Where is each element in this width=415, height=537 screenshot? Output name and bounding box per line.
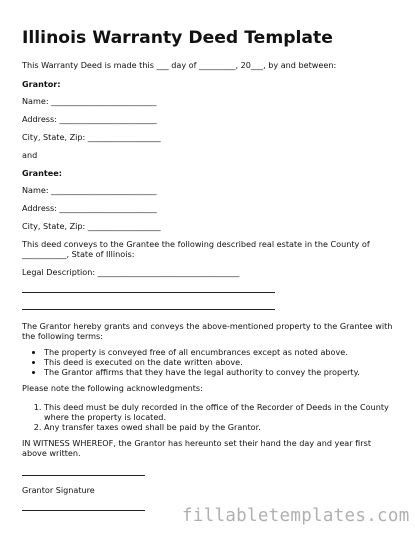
grantor-city-field: City, State, Zip: __________________ <box>22 132 161 142</box>
legal-description-field: Legal Description: ___________________________________ <box>22 267 240 277</box>
intro-text: This Warranty Deed is made this ___ day of _________, 20___, by and between: <box>22 60 337 70</box>
grantee-heading: Grantee: <box>22 168 62 178</box>
conveys-paragraph: This deed conveys to the Grantee the following described real estate in the County of ___________, State of Illinois: <box>22 239 370 259</box>
and-text: and <box>22 150 38 160</box>
legal-description-line <box>22 292 275 293</box>
list-item: • The property is conveyed free of all encumbrances except as noted above. <box>44 347 394 357</box>
document-title: Illinois Warranty Deed Template <box>22 28 333 48</box>
date-line <box>22 510 145 511</box>
watermark-text: fillabletemplates.com <box>182 506 410 526</box>
grantee-address-field: Address: ________________________ <box>22 203 157 213</box>
grantor-heading: Grantor: <box>22 79 61 89</box>
grant-paragraph: The Grantor hereby grants and conveys the above-mentioned property to the Grantee with the following terms: <box>22 321 393 341</box>
list-item: 2. Any transfer taxes owed shall be paid by the Grantor. <box>44 422 394 432</box>
legal-description-line <box>22 309 275 310</box>
grantor-name-field: Name: __________________________ <box>22 96 157 106</box>
list-item: • This deed is executed on the date written above. <box>44 357 394 367</box>
acknowledgments-heading: Please note the following acknowledgments: <box>22 383 203 393</box>
grantee-city-field: City, State, Zip: __________________ <box>22 221 161 231</box>
list-item: 1. This deed must be duly recorded in the office of the Recorder of Deeds in the County where the property is located. <box>44 402 394 422</box>
terms-list <box>22 347 394 377</box>
grantee-name-field: Name: __________________________ <box>22 185 157 195</box>
signature-label: Grantor Signature <box>22 485 95 495</box>
acknowledgments-list <box>22 402 394 432</box>
witness-paragraph: IN WITNESS WHEREOF, the Grantor has hereunto set their hand the day and year first above written. <box>22 438 371 458</box>
signature-line <box>22 475 145 476</box>
list-item: • The Grantor affirms that they have the legal authority to convey the property. <box>44 367 394 377</box>
grantor-address-field: Address: ________________________ <box>22 114 157 124</box>
